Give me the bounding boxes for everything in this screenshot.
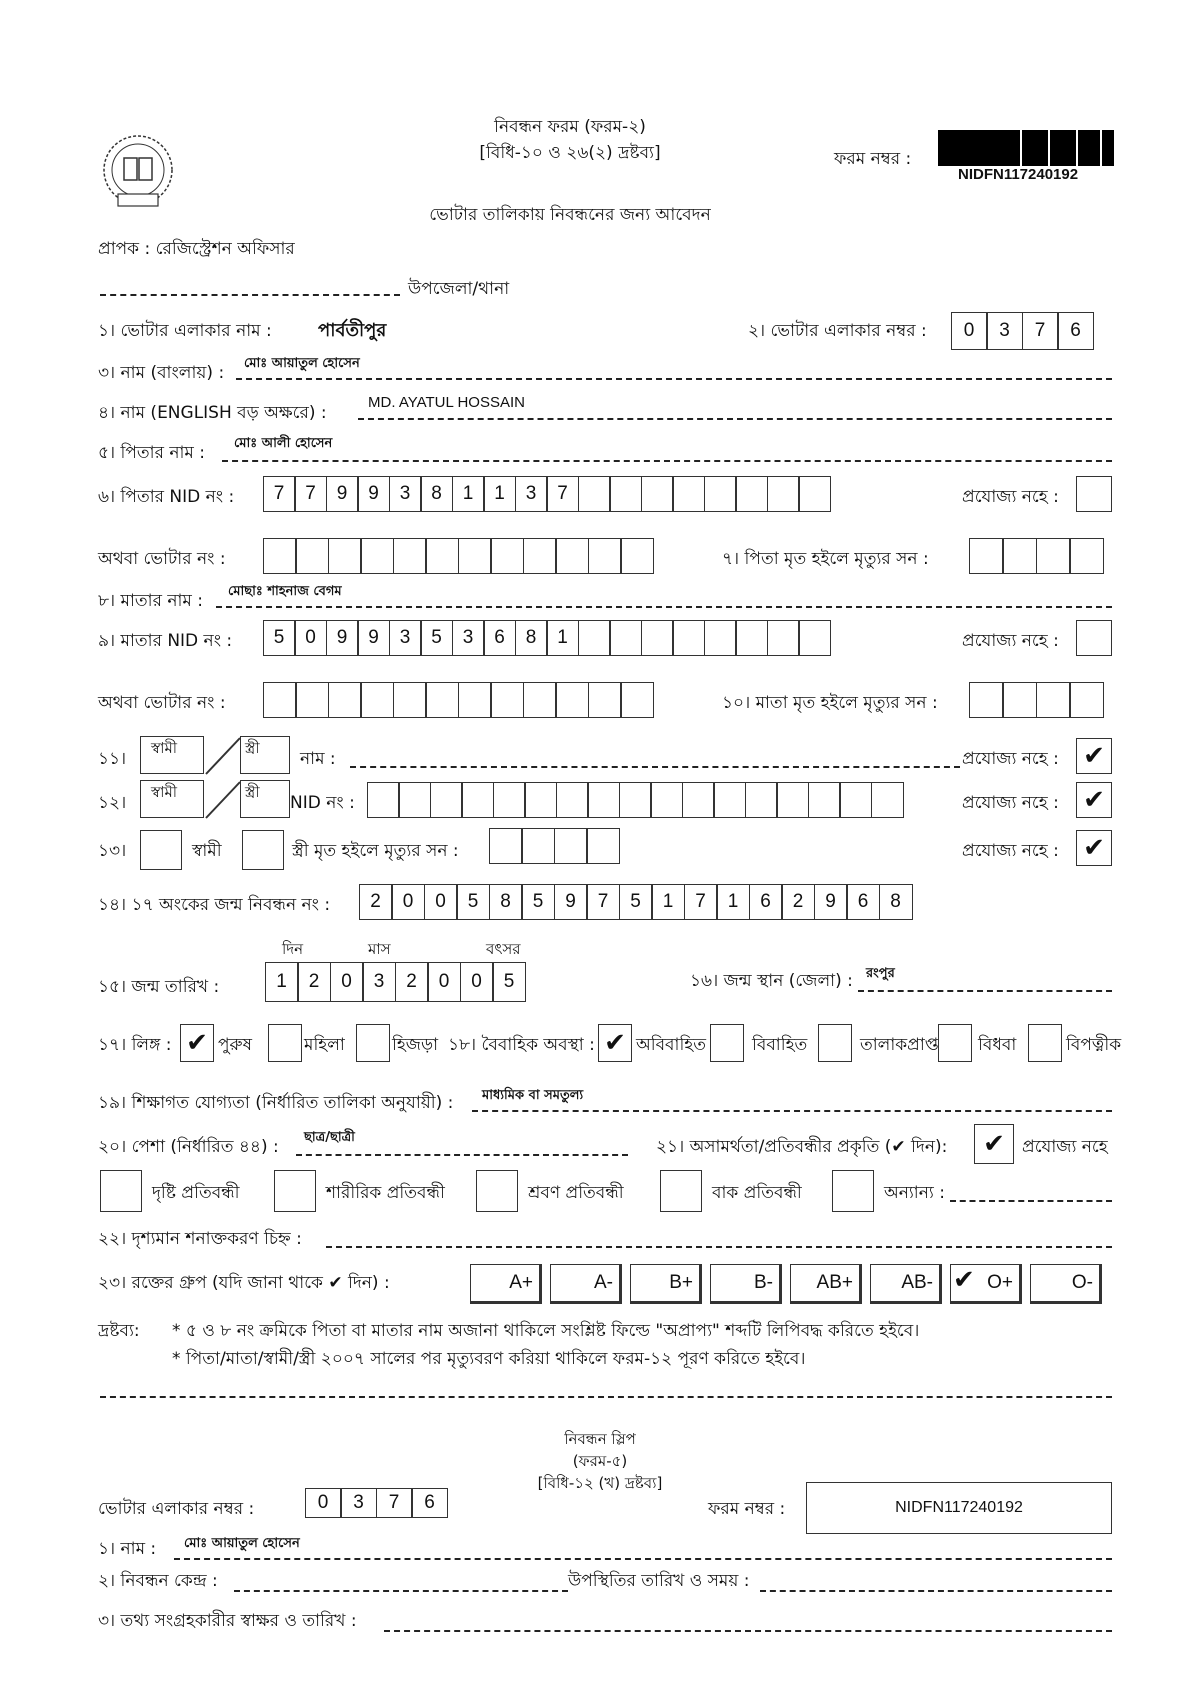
other-disability-label: অন্যান্য : [884,1183,945,1203]
digit-box[interactable] [776,782,809,818]
father-na-label: প্রযোজ্য নহে : [962,487,1059,507]
education-value: মাধ্যমিক বা সমতুল্য [482,1088,584,1103]
disability-na-label: প্রযোজ্য নহে [1022,1137,1108,1157]
slip-title: নিবন্ধন স্লিপ [564,1430,636,1448]
digit-box[interactable] [1002,682,1037,718]
voter-area-name-label: ১। ভোটার এলাকার নাম : [98,321,272,341]
marital-married-label: বিবাহিত [752,1035,808,1055]
tear-line [100,1396,1112,1398]
digit-box[interactable]: 3 [389,620,422,656]
blood-group-label: ২৩। রক্তের গ্রুপ (যদি জানা থাকে ✔ দিন) : [98,1273,390,1293]
digit-box[interactable]: 5 [420,620,453,656]
blood-group-option[interactable] [710,1264,782,1304]
digit-box[interactable]: 5 [263,620,296,656]
digit-box[interactable] [586,828,620,864]
father-na-checkbox[interactable] [1076,476,1112,512]
slash-divider [204,780,242,820]
blood-group-label: O+ [987,1272,1013,1293]
digit-box[interactable]: 7 [586,884,620,920]
husband-checkbox-13[interactable] [140,830,182,870]
digit-box[interactable] [360,538,394,574]
wife-label: স্ত্রী [245,739,260,757]
gender-male-checkbox[interactable] [180,1024,214,1062]
digit-box[interactable]: 5 [521,884,555,920]
voter-area-number-boxes [952,312,1094,346]
slip-form-number-box [806,1482,1112,1534]
upazila-label: উপজেলা/থানা [408,279,510,299]
marital-divorced-label: তালাকপ্রাপ্ত [860,1035,939,1055]
mother-nid-boxes [264,620,831,654]
digit-box[interactable]: 1 [265,962,299,1002]
digit-box[interactable] [767,620,800,656]
check-icon: ✔ [1083,833,1105,863]
spouse-death-na-label: প্রযোজ্য নহে : [962,841,1059,861]
form-number-label: ফরম নম্বর : [834,149,912,169]
digit-box[interactable] [521,828,555,864]
digit-box[interactable]: 3 [515,476,548,512]
digit-box[interactable]: 6 [1057,312,1094,350]
digit-box[interactable]: 8 [420,476,453,512]
slip-center-line [234,1590,568,1592]
blood-group-option[interactable] [790,1264,862,1304]
marital-widower-checkbox[interactable] [1028,1024,1062,1062]
father-name-value: মোঃ আলী হোসেন [234,436,333,451]
digit-box[interactable]: 3 [340,1488,377,1518]
form-subtitle: ভোটার তালিকায় নিবন্ধনের জন্য আবেদন [429,205,711,225]
name-bangla-value: মোঃ আয়াতুল হোসেন [244,356,360,371]
name-english-label: ৪। নাম (ENGLISH বড় অক্ষরে) : [98,403,327,423]
digit-box[interactable] [524,782,557,818]
digit-box[interactable] [839,782,872,818]
digit-box[interactable] [588,682,622,718]
blood-group-label: B+ [669,1272,693,1293]
barcode [938,130,1114,166]
digit-box[interactable] [328,682,362,718]
digit-box[interactable] [619,782,652,818]
blood-group-option[interactable] [550,1264,622,1304]
digit-box[interactable] [808,782,841,818]
slip-name-value: মোঃ আয়াতুল হোসেন [184,1536,300,1551]
mother-na-label: প্রযোজ্য নহে : [962,631,1059,651]
spouse-name-na-label: প্রযোজ্য নহে : [962,749,1059,769]
digit-box[interactable] [398,782,431,818]
digit-box[interactable]: 3 [986,312,1023,350]
digit-box[interactable] [609,620,642,656]
digit-box[interactable]: 5 [619,884,653,920]
father-voter-no-boxes [264,538,654,572]
digit-box[interactable] [735,476,768,512]
gender-hijra-label: হিজড়া [392,1035,439,1055]
check-icon: ✔ [604,1028,626,1058]
form-title: নিবন্ধন ফরম (ফরম-২) [494,117,646,137]
digit-box[interactable] [393,682,427,718]
gender-female-label: মহিলা [304,1035,345,1055]
digit-box[interactable]: 9 [814,884,848,920]
husband-label-13: স্বামী [192,841,222,861]
digit-box[interactable] [798,620,831,656]
blood-group-option[interactable] [470,1264,542,1304]
wife-box-12[interactable] [240,780,290,818]
dob-day-label: দিন [282,940,304,958]
spouse-death-year-boxes [490,828,620,862]
digit-box[interactable]: 7 [684,884,718,920]
digit-box[interactable] [295,538,329,574]
visual-disability-checkbox[interactable] [100,1170,142,1212]
digit-box[interactable]: 2 [395,962,429,1002]
digit-box[interactable] [735,620,768,656]
digit-box[interactable]: 6 [846,884,880,920]
slip-center-label: ২। নিবন্ধন কেন্দ্র : [98,1571,218,1591]
digit-box[interactable] [555,538,589,574]
digit-box[interactable]: 7 [294,476,327,512]
father-death-year-boxes [970,538,1104,572]
physical-disability-checkbox[interactable] [274,1170,316,1212]
education-label: ১৯। শিক্ষাগত যোগ্যতা (নির্ধারিত তালিকা অনুযায়ী) : [98,1093,454,1113]
digit-box[interactable] [578,476,611,512]
spouse-nid-label: NID নং : [290,793,355,813]
spouse-nid-na-checkbox[interactable] [1076,782,1112,818]
digit-box[interactable] [367,782,400,818]
gender-label: ১৭। লিঙ্গ : [98,1035,172,1055]
digit-box[interactable] [556,782,589,818]
blood-group-label: B- [754,1272,773,1293]
blood-group-label: O- [1071,1272,1093,1293]
digit-box[interactable]: 1 [651,884,685,920]
wife-label: স্ত্রী [245,783,260,801]
other-disability-line [950,1200,1112,1202]
digit-box[interactable] [767,476,800,512]
digit-box[interactable] [745,782,778,818]
blood-group-label: AB+ [816,1272,853,1293]
dob-year-label: বৎসর [486,940,521,958]
dob-label: ১৫। জন্ম তারিখ : [98,977,220,997]
dob-boxes [266,962,526,1002]
field-11-number: ১১। [98,749,127,769]
marital-unmarried-checkbox[interactable] [598,1024,632,1062]
digit-box[interactable]: 1 [452,476,485,512]
spouse-death-na-checkbox[interactable] [1076,830,1112,866]
digit-box[interactable] [672,620,705,656]
digit-box[interactable]: 9 [357,620,390,656]
digit-box[interactable]: 5 [492,962,526,1002]
rule-reference: [বিধি-১০ ও ২৬(২) দ্রষ্টব্য] [479,143,661,163]
mother-voter-no-boxes [264,682,654,716]
slip-form-number-label: ফরম নম্বর : [708,1499,786,1519]
other-disability-checkbox[interactable] [832,1170,874,1212]
spouse-nid-boxes [368,782,904,816]
mother-death-year-boxes [970,682,1104,716]
digit-box[interactable]: 1 [546,620,579,656]
digit-box[interactable] [1036,538,1071,574]
mother-name-line [216,606,1112,608]
digit-box[interactable] [328,538,362,574]
check-icon: ✔ [1083,785,1105,815]
check-icon: ✔ [983,1129,1005,1159]
digit-box[interactable] [650,782,683,818]
digit-box[interactable] [489,828,523,864]
check-icon: ✔ [1083,741,1105,771]
name-bangla-label: ৩। নাম (বাংলায়) : [98,363,225,383]
digit-box[interactable]: 7 [546,476,579,512]
father-name-label: ৫। পিতার নাম : [98,443,206,463]
digit-box[interactable] [682,782,715,818]
digit-box[interactable]: 0 [424,884,458,920]
birth-reg-boxes [360,884,913,918]
father-nid-label: ৬। পিতার NID নং : [98,487,235,507]
slash-divider [204,736,242,776]
slip-form: (ফরম-৫) [572,1452,628,1470]
digit-box[interactable] [704,620,737,656]
digit-box[interactable] [1036,682,1071,718]
digit-box[interactable] [490,682,524,718]
digit-box[interactable]: 8 [515,620,548,656]
digit-box[interactable] [490,538,524,574]
father-name-line [222,460,1112,462]
digit-box[interactable] [588,538,622,574]
occupation-value: ছাত্র/ছাত্রী [304,1130,355,1145]
check-icon: ✔ [186,1028,208,1058]
digit-box[interactable]: 8 [489,884,523,920]
name-english-line [358,418,1112,420]
mother-voter-no-label: অথবা ভোটার নং : [98,693,226,713]
mother-na-checkbox[interactable] [1076,620,1112,656]
husband-label: স্বামী [151,739,178,757]
spouse-name-na-checkbox[interactable] [1076,738,1112,774]
birthplace-line [858,990,1112,992]
disability-na-checkbox[interactable] [974,1124,1014,1164]
digit-box[interactable] [461,782,494,818]
slip-name-line [174,1558,1112,1560]
field-13-number: ১৩। [98,841,127,861]
marital-unmarried-label: অবিবাহিত [636,1035,706,1055]
marital-widow-label: বিধবা [978,1035,1017,1055]
digit-box[interactable] [263,682,297,718]
husband-box-11[interactable] [140,736,204,774]
digit-box[interactable] [523,538,557,574]
hearing-disability-checkbox[interactable] [476,1170,518,1212]
hearing-disability-label: শ্রবণ প্রতিবন্ধী [528,1183,624,1203]
blood-group-option[interactable] [1030,1264,1102,1304]
digit-box[interactable] [641,476,674,512]
voter-area-name: পার্বতীপুর [318,320,387,341]
digit-box[interactable] [871,782,904,818]
name-bangla-line [236,378,1112,380]
digit-box[interactable] [295,682,329,718]
digit-box[interactable]: 9 [554,884,588,920]
marital-married-checkbox[interactable] [710,1024,744,1062]
slip-form-number: NIDFN117240192 [895,1499,1023,1516]
digit-box[interactable]: 0 [294,620,327,656]
slip-area-label: ভোটার এলাকার নম্বর : [98,1499,255,1519]
slip-presence-line [760,1590,1112,1592]
digit-box[interactable]: 8 [879,884,913,920]
digit-box[interactable] [458,538,492,574]
digit-box[interactable] [704,476,737,512]
digit-box[interactable]: 9 [326,476,359,512]
digit-box[interactable] [620,682,654,718]
birthplace-label: ১৬। জন্ম স্থান (জেলা) : [690,971,853,991]
name-english-value: MD. AYATUL HOSSAIN [368,394,525,411]
wife-checkbox-13[interactable] [242,830,284,870]
husband-label: স্বামী [151,783,178,801]
notes-label: দ্রষ্টব্য: [98,1321,140,1341]
digit-box[interactable] [425,538,459,574]
digit-box[interactable]: 7 [1022,312,1059,350]
digit-box[interactable] [713,782,746,818]
digit-box[interactable] [493,782,526,818]
digit-box[interactable] [393,538,427,574]
husband-box-12[interactable] [140,780,204,818]
blood-group-option[interactable] [870,1264,942,1304]
digit-box[interactable]: 3 [389,476,422,512]
digit-box[interactable] [609,476,642,512]
digit-box[interactable]: 7 [376,1488,413,1518]
digit-box[interactable] [458,682,492,718]
digit-box[interactable]: 0 [330,962,364,1002]
father-nid-boxes [264,476,831,510]
birthplace-value: রংপুর [866,966,895,981]
recipient: প্রাপক : রেজিস্ট্রেশন অফিসার [98,239,295,259]
marital-divorced-checkbox[interactable] [818,1024,852,1062]
upazila-line [100,294,400,296]
digit-box[interactable]: 2 [359,884,393,920]
digit-box[interactable] [587,782,620,818]
occupation-line [296,1154,628,1156]
visual-disability-label: দৃষ্টি প্রতিবন্ধী [152,1183,240,1203]
note-line-2: * পিতা/মাতা/স্বামী/স্ত্রী ২০০৭ সালের পর মৃত্যুবরণ করিয়া থাকিলে ফরম-১২ পূরণ করিতে হইবে। [172,1349,806,1369]
digit-box[interactable] [430,782,463,818]
identification-mark-label: ২২। দৃশ্যমান শনাক্তকরণ চিহ্ন : [98,1229,302,1249]
digit-box[interactable]: 0 [305,1488,342,1518]
marital-label: ১৮। বৈবাহিক অবস্থা : [448,1035,595,1055]
digit-box[interactable]: 0 [460,962,494,1002]
identification-mark-line [326,1246,1112,1248]
digit-box[interactable] [425,682,459,718]
digit-box[interactable] [554,828,588,864]
digit-box[interactable] [263,538,297,574]
blood-group-option[interactable] [950,1264,1022,1304]
slip-rule: [বিধি-১২ (খ) দ্রষ্টব্য] [537,1474,663,1492]
note-line-1: * ৫ ও ৮ নং ক্রমিকে পিতা বা মাতার নাম অজানা থাকিলে সংশ্লিষ্ট ফিল্ডে "অপ্রাপ্য" শব্দটি লিপিবদ্ধ করিতে হইবে। [172,1321,920,1341]
digit-box[interactable] [523,682,557,718]
father-death-year-label: ৭। পিতা মৃত হইলে মৃত্যুর সন : [722,549,929,569]
digit-box[interactable]: 0 [391,884,425,920]
check-icon: ✔ [953,1265,975,1295]
wife-box-11[interactable] [240,736,290,774]
digit-box[interactable]: 0 [951,312,988,350]
mother-death-year-label: ১০। মাতা মৃত হইলে মৃত্যুর সন : [722,693,938,713]
digit-box[interactable] [620,538,654,574]
mother-name-value: মোছাঃ শাহনাজ বেগম [228,584,342,599]
dob-month-label: মাস [368,940,391,958]
voter-area-number-label: ২। ভোটার এলাকার নম্বর : [748,321,927,341]
gender-female-checkbox[interactable] [268,1024,302,1062]
digit-box[interactable] [969,538,1004,574]
physical-disability-label: শারীরিক প্রতিবন্ধী [326,1183,445,1203]
digit-box[interactable] [578,620,611,656]
spouse-name-label: নাম : [300,749,336,769]
slip-signature-line [384,1630,1112,1632]
marital-widower-label: বিপত্নীক [1066,1035,1122,1055]
digit-box[interactable] [969,682,1004,718]
digit-box[interactable] [1069,538,1104,574]
digit-box[interactable]: 7 [263,476,296,512]
father-voter-no-label: অথবা ভোটার নং : [98,549,226,569]
blood-group-label: A+ [509,1272,533,1293]
spouse-nid-na-label: প্রযোজ্য নহে : [962,793,1059,813]
speech-disability-checkbox[interactable] [660,1170,702,1212]
slip-presence-label: উপস্থিতির তারিখ ও সময় : [568,1571,750,1591]
digit-box[interactable]: 3 [362,962,396,1002]
field-12-number: ১২। [98,793,127,813]
gender-hijra-checkbox[interactable] [356,1024,390,1062]
marital-widow-checkbox[interactable] [938,1024,972,1062]
digit-box[interactable]: 2 [297,962,331,1002]
digit-box[interactable]: 6 [411,1488,448,1518]
gender-male-label: পুরুষ [218,1035,252,1055]
digit-box[interactable]: 6 [749,884,783,920]
election-commission-logo [100,132,176,212]
digit-box[interactable]: 1 [716,884,750,920]
education-line [472,1110,1112,1112]
digit-box[interactable] [360,682,394,718]
mother-nid-label: ৯। মাতার NID নং : [98,631,233,651]
digit-box[interactable]: 2 [781,884,815,920]
slip-name-label: ১। নাম : [98,1539,157,1559]
digit-box[interactable]: 1 [483,476,516,512]
digit-box[interactable] [1069,682,1104,718]
disability-label: ২১। অসামর্থতা/প্রতিবন্ধীর প্রকৃতি (✔ দিন): [656,1137,948,1157]
digit-box[interactable]: 6 [483,620,516,656]
spouse-name-line [350,766,960,768]
blood-group-label: A- [594,1272,613,1293]
blood-group-option[interactable] [630,1264,702,1304]
occupation-label: ২০। পেশা (নির্ধারিত ৪৪) : [98,1137,279,1157]
digit-box[interactable] [798,476,831,512]
digit-box[interactable] [641,620,674,656]
spouse-death-label: স্ত্রী মৃত হইলে মৃত্যুর সন : [292,841,459,861]
digit-box[interactable]: 3 [452,620,485,656]
digit-box[interactable]: 0 [427,962,461,1002]
digit-box[interactable] [555,682,589,718]
slip-area-boxes [306,1488,448,1522]
digit-box[interactable]: 5 [456,884,490,920]
blood-group-label: AB- [901,1272,933,1293]
speech-disability-label: বাক প্রতিবন্ধী [712,1183,802,1203]
digit-box[interactable]: 9 [326,620,359,656]
form-number: NIDFN117240192 [958,166,1079,183]
birth-reg-label: ১৪। ১৭ অংকের জন্ম নিবন্ধন নং : [98,895,331,915]
mother-name-label: ৮। মাতার নাম : [98,591,203,611]
digit-box[interactable] [672,476,705,512]
digit-box[interactable] [1002,538,1037,574]
slip-signature-label: ৩। তথ্য সংগ্রহকারীর স্বাক্ষর ও তারিখ : [98,1611,357,1631]
digit-box[interactable]: 9 [357,476,390,512]
